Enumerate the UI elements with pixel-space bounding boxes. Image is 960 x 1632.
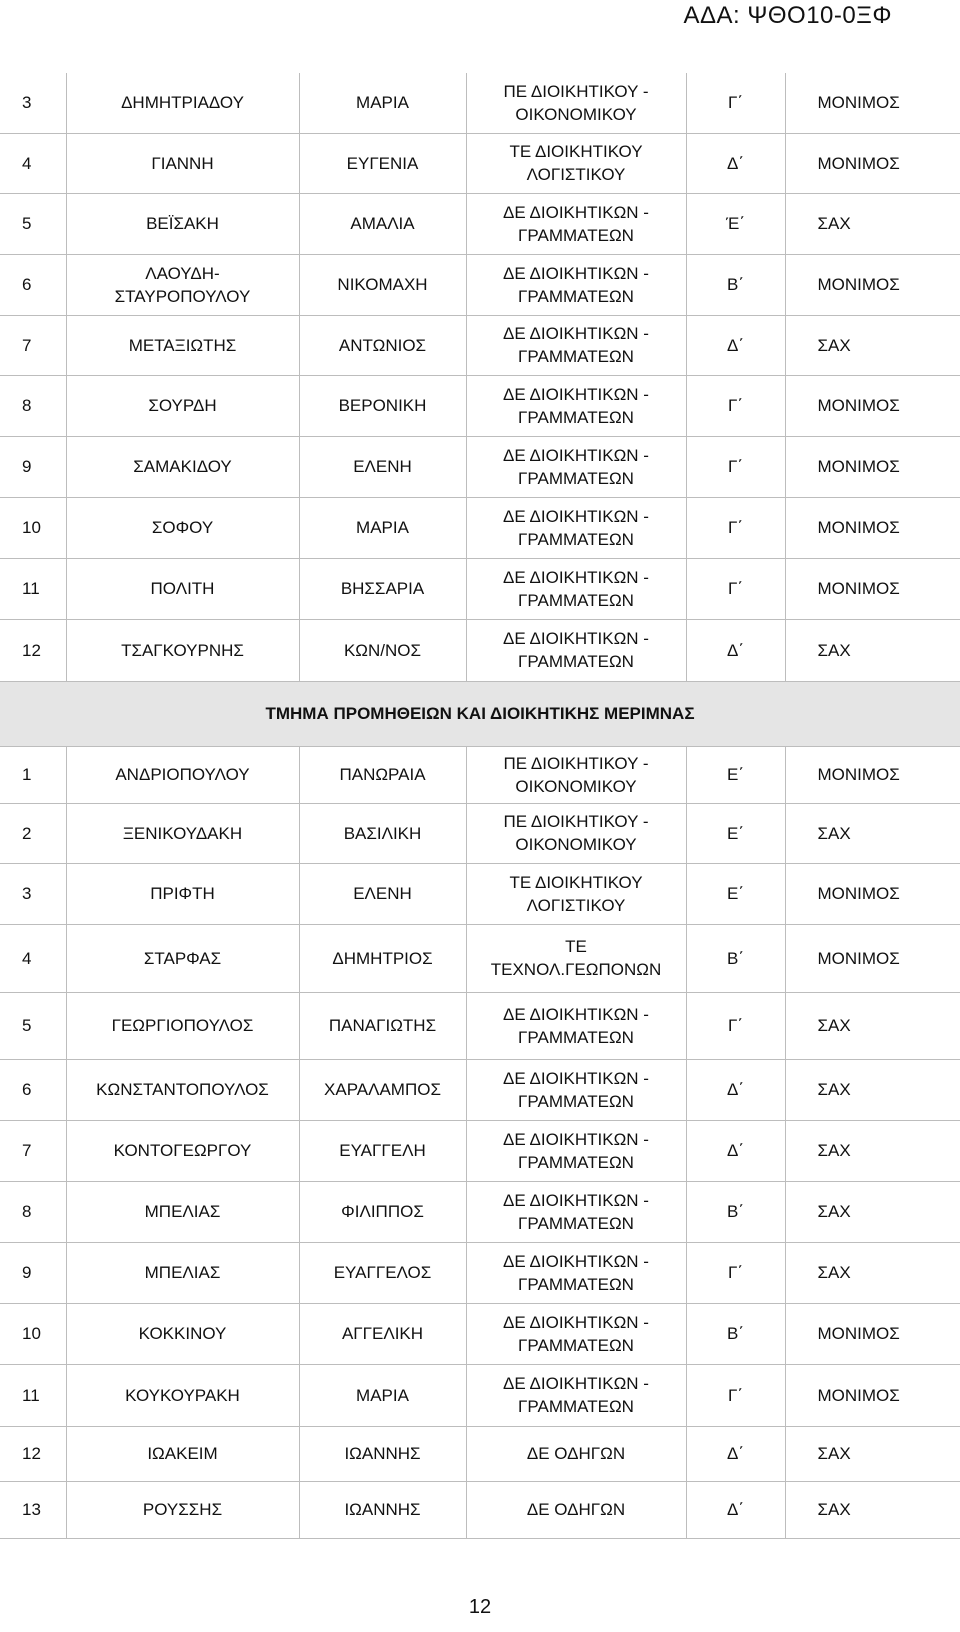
category-line1: ΔΕ ΔΙΟΙΚΗΤΙΚΩΝ -: [503, 1251, 649, 1271]
grade: Γ΄: [686, 992, 785, 1059]
category: [466, 73, 686, 133]
category-line2: ΓΡΑΜΜΑΤΕΩΝ: [518, 407, 634, 427]
category: [466, 1120, 686, 1181]
grade: Έ΄: [686, 193, 785, 254]
first-name: ΕΛΕΝΗ: [299, 863, 466, 924]
table-row: [0, 1364, 960, 1426]
category-line2: ΤΕΧΝΟΛ.ΓΕΩΠΟΝΩΝ: [490, 960, 662, 979]
surname: ΣΟΦΟΥ: [66, 497, 299, 558]
employment-type: ΜΟΝΙΜΟΣ: [785, 1303, 960, 1364]
table-row: [0, 803, 960, 863]
surname-line2: ΣΤΑΥΡΟΠΟΥΛΟΥ: [114, 286, 251, 306]
surname: ΜΠΕΛΙΑΣ: [66, 1242, 299, 1303]
ada-code: ΑΔΑ: ΨΘΟ10-0ΞΦ: [683, 2, 892, 29]
employment-type: ΜΟΝΙΜΟΣ: [785, 73, 960, 133]
table-row: [0, 992, 960, 1059]
row-number: 7: [0, 315, 66, 375]
category-line2: ΟΙΚΟΝΟΜΙΚΟΥ: [515, 104, 637, 124]
first-name: ΑΝΤΩΝΙΟΣ: [299, 315, 466, 375]
first-name: ΚΩΝ/ΝΟΣ: [299, 619, 466, 681]
surname: ΓΕΩΡΓΙΟΠΟΥΛΟΣ: [66, 992, 299, 1059]
category-line2: ΓΡΑΜΜΑΤΕΩΝ: [518, 1397, 634, 1416]
category-line2: ΓΡΑΜΜΑΤΕΩΝ: [518, 225, 634, 245]
table-row: [0, 73, 960, 133]
first-name: ΝΙΚΟΜΑΧΗ: [299, 254, 466, 315]
category: ΔΕ ΟΔΗΓΩΝ: [466, 1481, 686, 1538]
table-row: [0, 1481, 960, 1538]
table-row: [0, 375, 960, 436]
grade: Β΄: [686, 1303, 785, 1364]
row-number: 8: [0, 1181, 66, 1242]
first-name: ΑΓΓΕΛΙΚΗ: [299, 1303, 466, 1364]
page-number: 12: [468, 1596, 492, 1618]
section-header-row: [0, 681, 960, 746]
grade: Ε΄: [686, 863, 785, 924]
table-row: [0, 497, 960, 558]
employment-type: ΜΟΝΙΜΟΣ: [785, 133, 960, 193]
surname: ΡΟΥΣΣΗΣ: [66, 1481, 299, 1538]
category-line1: ΤΕ ΔΙΟΙΚΗΤΙΚΟΥ: [509, 142, 643, 161]
row-number: 9: [0, 436, 66, 497]
row-number: 11: [0, 558, 66, 619]
category: [466, 315, 686, 375]
category: [466, 1181, 686, 1242]
category-line2: ΓΡΑΜΜΑΤΕΩΝ: [518, 1027, 634, 1047]
category: [466, 436, 686, 497]
category-line1: ΔΕ ΔΙΟΙΚΗΤΙΚΩΝ -: [503, 629, 649, 648]
surname: ΣΑΜΑΚΙΔΟΥ: [66, 436, 299, 497]
category-line2: ΓΡΑΜΜΑΤΕΩΝ: [518, 347, 634, 366]
first-name: ΔΗΜΗΤΡΙΟΣ: [299, 924, 466, 992]
row-number: 8: [0, 375, 66, 436]
grade: Ε΄: [686, 746, 785, 803]
category: [466, 375, 686, 436]
table-row: [0, 1426, 960, 1481]
surname: ΓΙΑΝΝΗ: [66, 133, 299, 193]
row-number: 3: [0, 863, 66, 924]
surname: ΚΟΥΚΟΥΡΑΚΗ: [66, 1364, 299, 1426]
grade: Δ΄: [686, 315, 785, 375]
employment-type: ΜΟΝΙΜΟΣ: [785, 746, 960, 803]
employment-type: ΣΑΧ: [785, 1181, 960, 1242]
category-line2: ΓΡΑΜΜΑΤΕΩΝ: [518, 1091, 634, 1111]
row-number: 1: [0, 746, 66, 803]
first-name: ΙΩΑΝΝΗΣ: [299, 1426, 466, 1481]
category-line1: ΔΕ ΔΙΟΙΚΗΤΙΚΩΝ -: [503, 1374, 649, 1393]
surname: ΚΩΝΣΤΑΝΤΟΠΟΥΛΟΣ: [66, 1059, 299, 1120]
category: [466, 497, 686, 558]
category-line1: ΔΕ ΔΙΟΙΚΗΤΙΚΩΝ -: [503, 1312, 649, 1332]
grade: Β΄: [686, 254, 785, 315]
row-number: 7: [0, 1120, 66, 1181]
table-row: [0, 924, 960, 992]
first-name: ΕΥΑΓΓΕΛΟΣ: [299, 1242, 466, 1303]
surname: ΜΕΤΑΞΙΩΤΗΣ: [66, 315, 299, 375]
category-line1: ΠΕ ΔΙΟΙΚΗΤΙΚΟΥ -: [503, 81, 649, 101]
surname: ΣΤΑΡΦΑΣ: [66, 924, 299, 992]
category-line1: ΤΕ: [565, 937, 587, 956]
first-name: ΙΩΑΝΝΗΣ: [299, 1481, 466, 1538]
table-row: [0, 315, 960, 375]
grade: Γ΄: [686, 558, 785, 619]
first-name: ΧΑΡΑΛΑΜΠΟΣ: [299, 1059, 466, 1120]
category-line2: ΓΡΑΜΜΑΤΕΩΝ: [518, 652, 634, 671]
employment-type: ΣΑΧ: [785, 193, 960, 254]
first-name: ΕΥΓΕΝΙΑ: [299, 133, 466, 193]
surname: ΙΩΑΚΕΙΜ: [66, 1426, 299, 1481]
category: ΔΕ ΟΔΗΓΩΝ: [466, 1426, 686, 1481]
category-line1: ΔΕ ΔΙΟΙΚΗΤΙΚΩΝ -: [503, 384, 649, 404]
table-row: [0, 1120, 960, 1181]
first-name: ΦΙΛΙΠΠΟΣ: [299, 1181, 466, 1242]
surname: ΒΕΪΣΑΚΗ: [66, 193, 299, 254]
employment-type: ΜΟΝΙΜΟΣ: [785, 1364, 960, 1426]
grade: Β΄: [686, 924, 785, 992]
row-number: 5: [0, 193, 66, 254]
category-line2: ΓΡΑΜΜΑΤΕΩΝ: [518, 1274, 634, 1294]
row-number: 5: [0, 992, 66, 1059]
first-name: ΒΑΣΙΛΙΚΗ: [299, 803, 466, 863]
first-name: ΜΑΡΙΑ: [299, 497, 466, 558]
first-name: ΑΜΑΛΙΑ: [299, 193, 466, 254]
grade: Δ΄: [686, 1120, 785, 1181]
first-name: ΕΛΕΝΗ: [299, 436, 466, 497]
category: [466, 1303, 686, 1364]
staff-table: [0, 73, 960, 1539]
category-line1: ΔΕ ΔΙΟΙΚΗΤΙΚΩΝ -: [503, 202, 649, 222]
row-number: 2: [0, 803, 66, 863]
employment-type: ΣΑΧ: [785, 1120, 960, 1181]
section-title: ΤΜΗΜΑ ΠΡΟΜΗΘΕΙΩΝ ΚΑΙ ΔΙΟΙΚΗΤΙΚΗΣ ΜΕΡΙΜΝΑΣ: [0, 681, 960, 746]
grade: Δ΄: [686, 1059, 785, 1120]
grade: Δ΄: [686, 1481, 785, 1538]
category-line2: ΓΡΑΜΜΑΤΕΩΝ: [518, 590, 634, 610]
employment-type: ΜΟΝΙΜΟΣ: [785, 375, 960, 436]
surname-line1: ΛΑΟΥΔΗ-: [145, 263, 220, 283]
row-number: 10: [0, 1303, 66, 1364]
grade: Β΄: [686, 1181, 785, 1242]
table-row: [0, 1181, 960, 1242]
category-line2: ΓΡΑΜΜΑΤΕΩΝ: [518, 286, 634, 306]
table-row: [0, 1059, 960, 1120]
table-row: [0, 1242, 960, 1303]
surname: ΜΠΕΛΙΑΣ: [66, 1181, 299, 1242]
grade: Δ΄: [686, 619, 785, 681]
employment-type: ΣΑΧ: [785, 315, 960, 375]
row-number: 13: [0, 1481, 66, 1538]
category: [466, 746, 686, 803]
category-line2: ΟΙΚΟΝΟΜΙΚΟΥ: [515, 776, 637, 796]
employment-type: ΜΟΝΙΜΟΣ: [785, 497, 960, 558]
category-line1: ΔΕ ΔΙΟΙΚΗΤΙΚΩΝ -: [503, 1190, 649, 1210]
category: [466, 1242, 686, 1303]
grade: Γ΄: [686, 1242, 785, 1303]
category-line2: ΓΡΑΜΜΑΤΕΩΝ: [518, 1335, 634, 1355]
surname: ΚΟΝΤΟΓΕΩΡΓΟΥ: [66, 1120, 299, 1181]
first-name: ΜΑΡΙΑ: [299, 1364, 466, 1426]
grade: Γ΄: [686, 73, 785, 133]
category-line1: ΔΕ ΔΙΟΙΚΗΤΙΚΩΝ -: [503, 324, 649, 343]
grade: Δ΄: [686, 133, 785, 193]
grade: Δ΄: [686, 1426, 785, 1481]
category: [466, 924, 686, 992]
grade: Γ΄: [686, 436, 785, 497]
employment-type: ΜΟΝΙΜΟΣ: [785, 558, 960, 619]
employment-type: ΣΑΧ: [785, 1242, 960, 1303]
category-line1: ΠΕ ΔΙΟΙΚΗΤΙΚΟΥ -: [503, 753, 649, 773]
category-line2: ΓΡΑΜΜΑΤΕΩΝ: [518, 1152, 634, 1172]
category-line2: ΟΙΚΟΝΟΜΙΚΟΥ: [515, 835, 637, 854]
category: [466, 1364, 686, 1426]
grade: Γ΄: [686, 1364, 785, 1426]
first-name: ΕΥΑΓΓΕΛΗ: [299, 1120, 466, 1181]
table-row: [0, 193, 960, 254]
category-line1: ΔΕ ΔΙΟΙΚΗΤΙΚΩΝ -: [503, 567, 649, 587]
surname: ΣΟΥΡΔΗ: [66, 375, 299, 436]
table-row: [0, 863, 960, 924]
first-name: ΠΑΝΑΓΙΩΤΗΣ: [299, 992, 466, 1059]
grade: Ε΄: [686, 803, 785, 863]
row-number: 10: [0, 497, 66, 558]
row-number: 9: [0, 1242, 66, 1303]
employment-type: ΜΟΝΙΜΟΣ: [785, 863, 960, 924]
table-row: [0, 1303, 960, 1364]
surname: ΚΟΚΚΙΝΟΥ: [66, 1303, 299, 1364]
table-row: [0, 619, 960, 681]
employment-type: ΜΟΝΙΜΟΣ: [785, 924, 960, 992]
category: [466, 803, 686, 863]
row-number: 6: [0, 254, 66, 315]
category-line1: ΔΕ ΔΙΟΙΚΗΤΙΚΩΝ -: [503, 1004, 649, 1024]
row-number: 3: [0, 73, 66, 133]
category: [466, 193, 686, 254]
category-line1: ΔΕ ΔΙΟΙΚΗΤΙΚΩΝ -: [503, 1068, 649, 1088]
category: [466, 863, 686, 924]
grade: Γ΄: [686, 497, 785, 558]
row-number: 6: [0, 1059, 66, 1120]
table-row: [0, 133, 960, 193]
first-name: ΜΑΡΙΑ: [299, 73, 466, 133]
surname: ΔΗΜΗΤΡΙΑΔΟΥ: [66, 73, 299, 133]
surname: ΤΣΑΓΚΟΥΡΝΗΣ: [66, 619, 299, 681]
category-line1: ΔΕ ΔΙΟΙΚΗΤΙΚΩΝ -: [503, 263, 649, 283]
employment-type: ΣΑΧ: [785, 619, 960, 681]
category: [466, 558, 686, 619]
row-number: 11: [0, 1364, 66, 1426]
category-line1: ΔΕ ΔΙΟΙΚΗΤΙΚΩΝ -: [503, 445, 649, 465]
category-line1: ΔΕ ΔΙΟΙΚΗΤΙΚΩΝ -: [503, 506, 649, 526]
category-line2: ΓΡΑΜΜΑΤΕΩΝ: [518, 529, 634, 549]
row-number: 4: [0, 133, 66, 193]
category: [466, 1059, 686, 1120]
table-row: [0, 436, 960, 497]
employment-type: ΜΟΝΙΜΟΣ: [785, 436, 960, 497]
employment-type: ΣΑΧ: [785, 803, 960, 863]
category: [466, 133, 686, 193]
employment-type: ΣΑΧ: [785, 1059, 960, 1120]
surname: [66, 254, 299, 315]
table-row: [0, 746, 960, 803]
first-name: ΒΗΣΣΑΡΙΑ: [299, 558, 466, 619]
employment-type: ΣΑΧ: [785, 992, 960, 1059]
category-line1: ΔΕ ΔΙΟΙΚΗΤΙΚΩΝ -: [503, 1129, 649, 1149]
surname: ΠΟΛΙΤΗ: [66, 558, 299, 619]
row-number: 4: [0, 924, 66, 992]
category: [466, 992, 686, 1059]
table-row: [0, 254, 960, 315]
surname: ΑΝΔΡΙΟΠΟΥΛΟΥ: [66, 746, 299, 803]
category-line1: ΠΕ ΔΙΟΙΚΗΤΙΚΟΥ -: [503, 812, 649, 831]
category-line2: ΛΟΓΙΣΤΙΚΟΥ: [526, 895, 626, 915]
surname: ΠΡΙΦΤΗ: [66, 863, 299, 924]
category-line2: ΛΟΓΙΣΤΙΚΟΥ: [526, 165, 626, 184]
employment-type: ΣΑΧ: [785, 1426, 960, 1481]
table-row: [0, 558, 960, 619]
employment-type: ΜΟΝΙΜΟΣ: [785, 254, 960, 315]
first-name: ΒΕΡΟΝΙΚΗ: [299, 375, 466, 436]
employment-type: ΣΑΧ: [785, 1481, 960, 1538]
category-line2: ΓΡΑΜΜΑΤΕΩΝ: [518, 1213, 634, 1233]
category-line2: ΓΡΑΜΜΑΤΕΩΝ: [518, 468, 634, 488]
category: [466, 254, 686, 315]
row-number: 12: [0, 619, 66, 681]
first-name: ΠΑΝΩΡΑΙΑ: [299, 746, 466, 803]
grade: Γ΄: [686, 375, 785, 436]
row-number: 12: [0, 1426, 66, 1481]
surname: ΞΕΝΙΚΟΥΔΑΚΗ: [66, 803, 299, 863]
category: [466, 619, 686, 681]
category-line1: ΤΕ ΔΙΟΙΚΗΤΙΚΟΥ: [509, 872, 643, 892]
